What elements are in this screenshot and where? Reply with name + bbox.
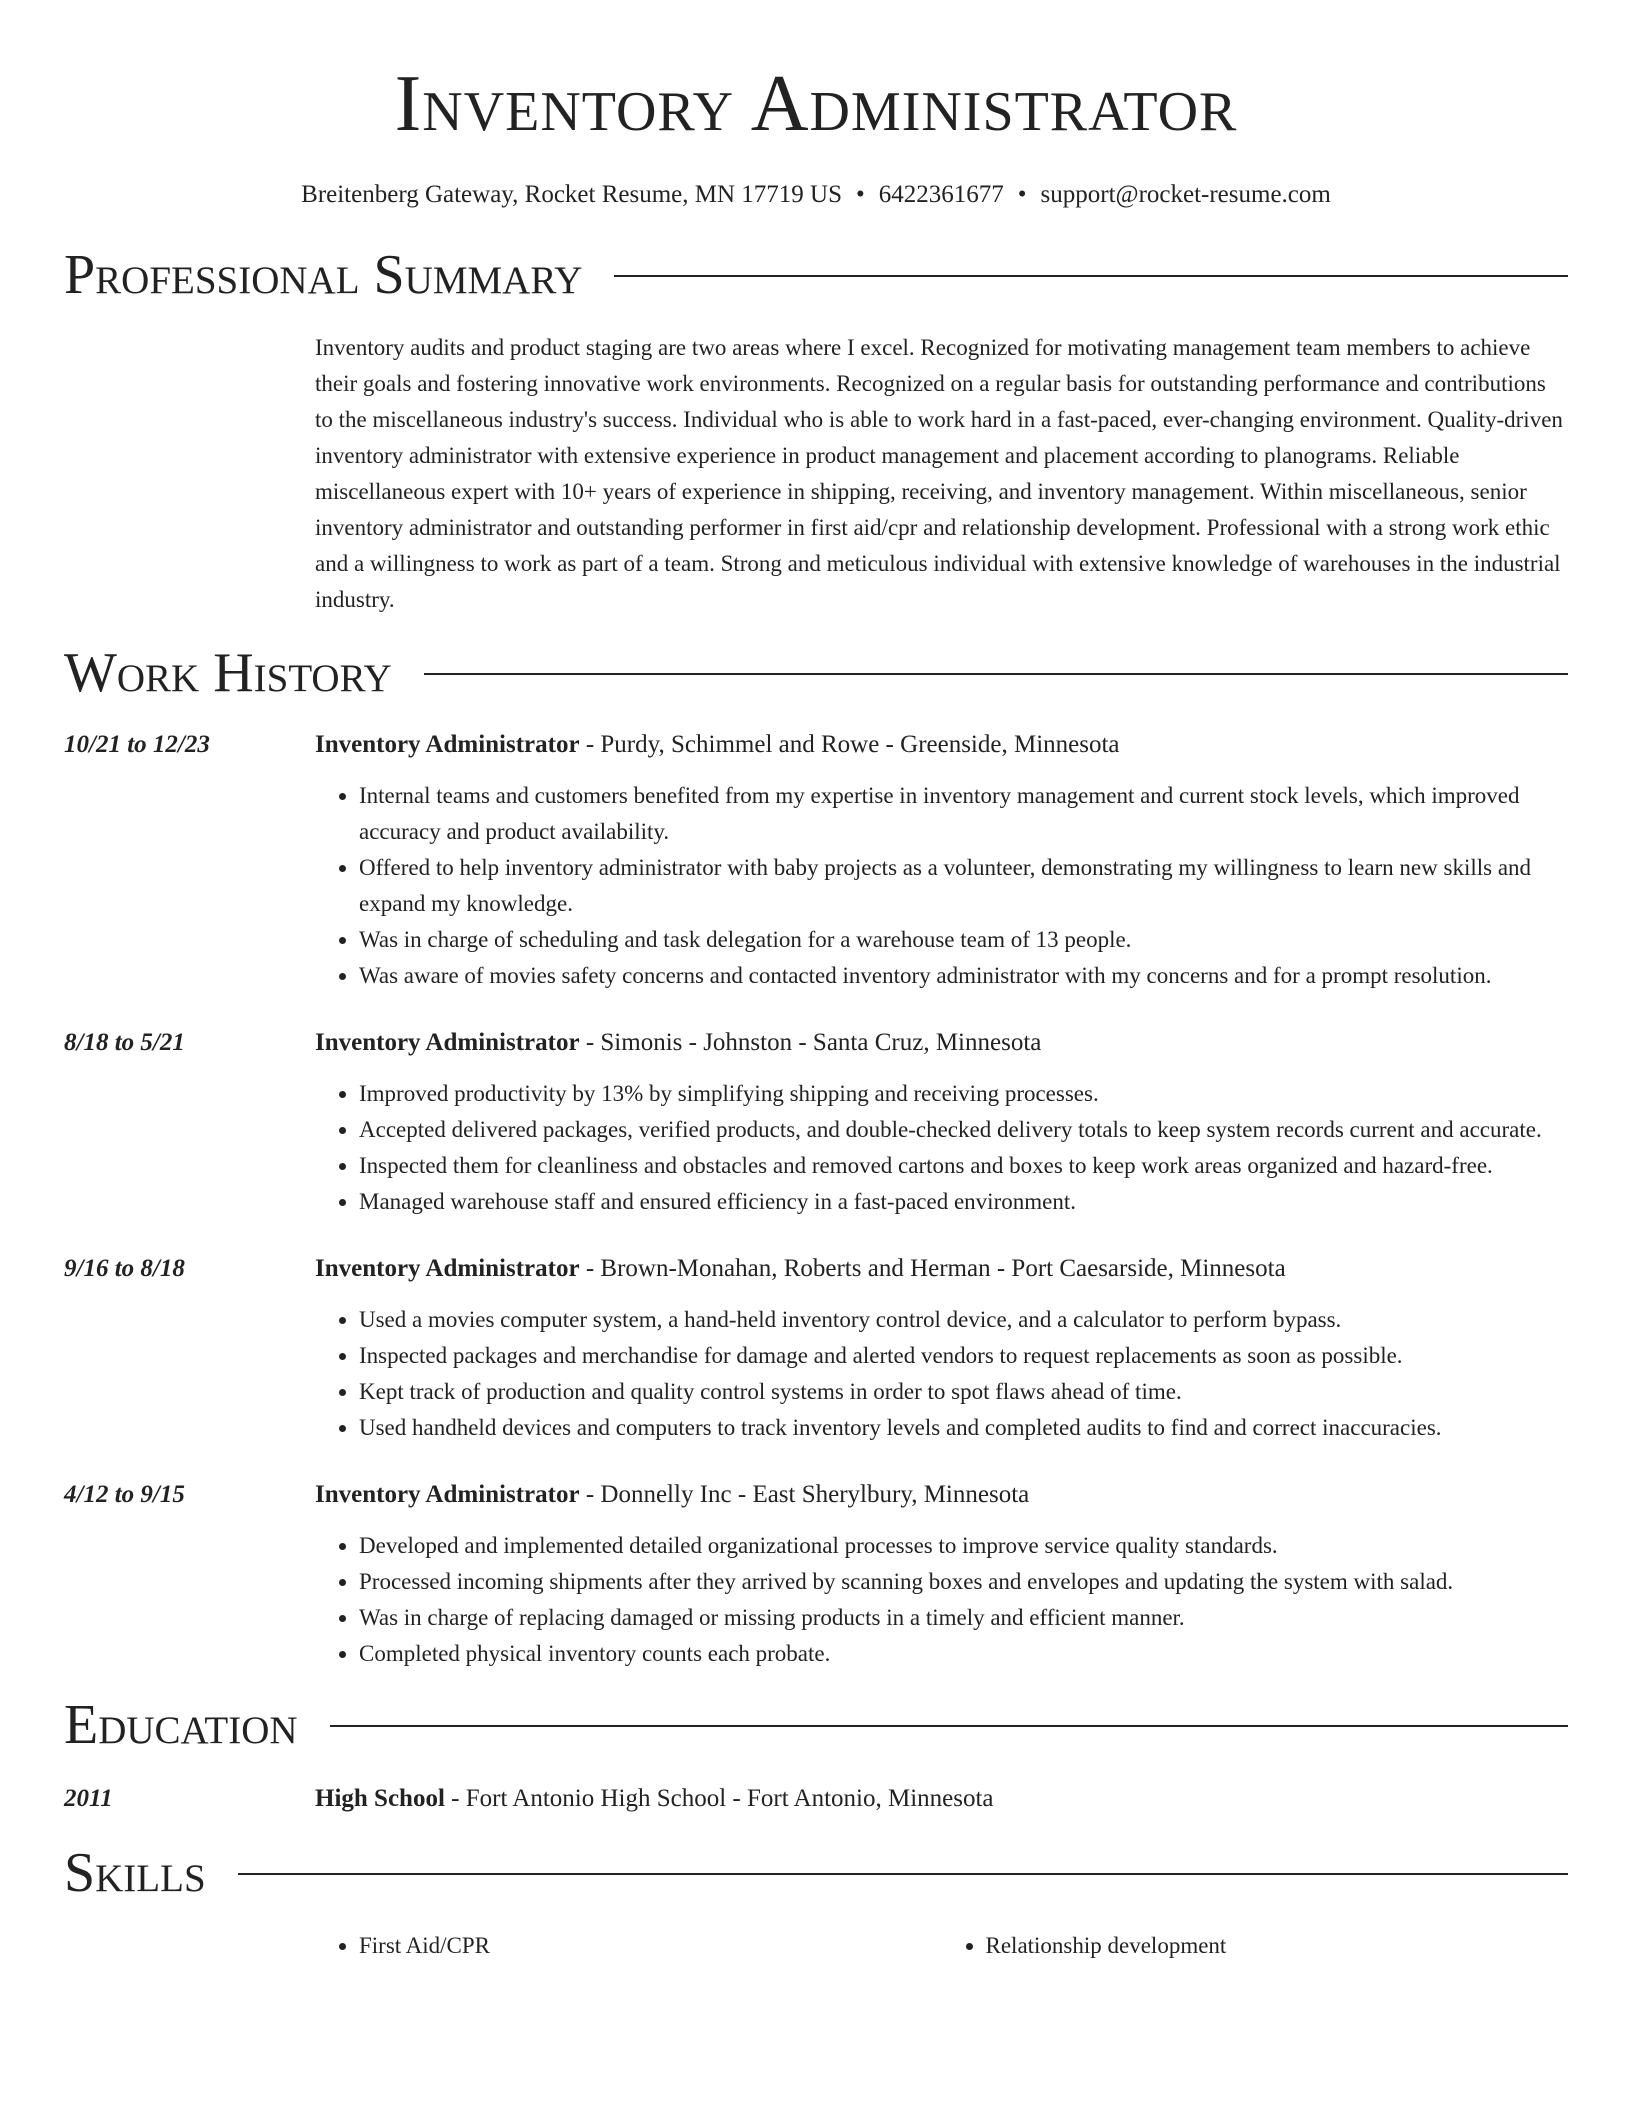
job-entry xyxy=(64,728,1568,994)
summary-title: Professional Summary xyxy=(64,244,583,306)
work-section-header xyxy=(64,642,1568,704)
list-item: • Developed and implemented detailed organizational processes to improve service quality standards. xyxy=(359,1528,1568,1564)
section-divider xyxy=(330,1725,1568,1727)
list-item: • Used handheld devices and computers to track inventory levels and completed audits to find and correct inaccuracies. xyxy=(359,1410,1568,1446)
job-title-line xyxy=(315,728,1568,762)
job-entry xyxy=(64,1026,1568,1220)
skills-column-left xyxy=(315,1928,942,1964)
job-role: Inventory Administrator xyxy=(315,1255,580,1282)
job-dates: 9/16 to 8/18 xyxy=(64,1255,185,1282)
list-item: • Used a movies computer system, a hand-held inventory control device, and a calculator to perform bypass. xyxy=(359,1302,1568,1338)
list-item: • Internal teams and customers benefited from my expertise in inventory management and current stock levels, which improved accuracy and product availability. xyxy=(359,778,1568,850)
job-title-line xyxy=(315,1026,1568,1060)
contact-separator: • xyxy=(856,181,865,208)
list-item: • Inspected packages and merchandise for damage and alerted vendors to request replacements as soon as possible. xyxy=(359,1338,1568,1374)
job-body xyxy=(315,1478,1568,1672)
list-item: • Offered to help inventory administrator with baby projects as a volunteer, demonstrating my willingness to learn new skills and expand my knowledge. xyxy=(359,850,1568,922)
job-body xyxy=(315,728,1568,994)
job-details: - Purdy, Schimmel and Rowe - Greenside, Minnesota xyxy=(579,731,1120,758)
skills-column-right xyxy=(942,1928,1569,1964)
phone: 6422361677 xyxy=(878,181,1004,208)
job-bullets xyxy=(315,778,1568,994)
job-dates: 8/18 to 5/21 xyxy=(64,1029,185,1056)
job-bullets xyxy=(315,1302,1568,1446)
list-item: • Completed physical inventory counts each probate. xyxy=(359,1636,1568,1672)
summary-section-header xyxy=(64,244,1568,306)
job-dates: 10/21 to 12/23 xyxy=(64,731,210,758)
education-line xyxy=(315,1782,994,1816)
list-item: • Processed incoming shipments after they arrived by scanning boxes and envelopes and updating the system with salad. xyxy=(359,1564,1568,1600)
education-title: Education xyxy=(64,1694,298,1756)
job-details: - Brown-Monahan, Roberts and Herman - Port Caesarside, Minnesota xyxy=(579,1255,1286,1282)
address: Breitenberg Gateway, Rocket Resume, MN 17719 US xyxy=(301,181,843,208)
section-divider xyxy=(614,275,1568,277)
education-year: 2011 xyxy=(64,1785,113,1812)
education-entry xyxy=(64,1782,1568,1816)
list-item: • Was in charge of replacing damaged or missing products in a timely and efficient manner. xyxy=(359,1600,1568,1636)
job-details: - Simonis - Johnston - Santa Cruz, Minnesota xyxy=(579,1029,1042,1056)
job-dates: 4/12 to 9/15 xyxy=(64,1481,185,1508)
education-degree: High School xyxy=(315,1785,445,1812)
education-details: - Fort Antonio High School - Fort Antonio, Minnesota xyxy=(444,1785,994,1812)
job-role: Inventory Administrator xyxy=(315,1029,580,1056)
list-item: • Managed warehouse staff and ensured efficiency in a fast-paced environment. xyxy=(359,1184,1568,1220)
contact-line xyxy=(64,180,1568,210)
work-title: Work History xyxy=(64,642,392,704)
job-role: Inventory Administrator xyxy=(315,1481,580,1508)
job-role: Inventory Administrator xyxy=(315,731,580,758)
list-item: • Accepted delivered packages, verified products, and double-checked delivery totals to keep system records current and accurate. xyxy=(359,1112,1568,1148)
contact-separator: • xyxy=(1017,181,1027,208)
email: support@rocket-resume.com xyxy=(1040,181,1331,208)
list-item: • Was aware of movies safety concerns and contacted inventory administrator with my concerns and for a prompt resolution. xyxy=(359,958,1568,994)
list-item: • Inspected them for cleanliness and obstacles and removed cartons and boxes to keep work areas organized and hazard-free. xyxy=(359,1148,1568,1184)
skills-section-header xyxy=(64,1842,1568,1904)
job-bullets xyxy=(315,1076,1568,1220)
list-item: • First Aid/CPR xyxy=(359,1928,942,1964)
list-item: • Was in charge of scheduling and task delegation for a warehouse team of 13 people. xyxy=(359,922,1568,958)
job-entry xyxy=(64,1478,1568,1672)
job-body xyxy=(315,1026,1568,1220)
job-body xyxy=(315,1252,1568,1446)
list-item: • Relationship development xyxy=(986,1928,1569,1964)
job-details: - Donnelly Inc - East Sherylbury, Minnesota xyxy=(579,1481,1030,1508)
job-title-line xyxy=(315,1478,1568,1512)
education-section-header xyxy=(64,1694,1568,1756)
list-item: • Kept track of production and quality control systems in order to spot flaws ahead of time. xyxy=(359,1374,1568,1410)
skills-title: Skills xyxy=(64,1842,206,1904)
job-bullets xyxy=(315,1528,1568,1672)
section-divider xyxy=(238,1873,1568,1875)
job-entry xyxy=(64,1252,1568,1446)
summary-text: Inventory audits and product staging are two areas where I excel. Recognized for motivating management team members to achieve their goals and fostering innovative work environments. Recognized on a regular basis for outstanding performance and contributions to the miscellaneous industry's success. Individual who is able to work hard in a fast-paced, ever-changing environment. Quality-driven inventory administrator with extensive experience in product management and placement according to planograms. Reliable miscellaneous expert with 10+ years of experience in shipping, receiving, and inventory management. Within miscellaneous, senior inventory administrator and outstanding performer in first aid/cpr and relationship development. Professional with a strong work ethic and a willingness to work as part of a team. Strong and meticulous individual with extensive knowledge of warehouses in the industrial industry. xyxy=(315,335,1563,612)
job-title-line xyxy=(315,1252,1568,1286)
skills-grid xyxy=(315,1928,1568,1964)
section-divider xyxy=(424,673,1568,675)
list-item: • Improved productivity by 13% by simplifying shipping and receiving processes. xyxy=(359,1076,1568,1112)
candidate-name: Inventory Administrator xyxy=(394,60,1238,148)
